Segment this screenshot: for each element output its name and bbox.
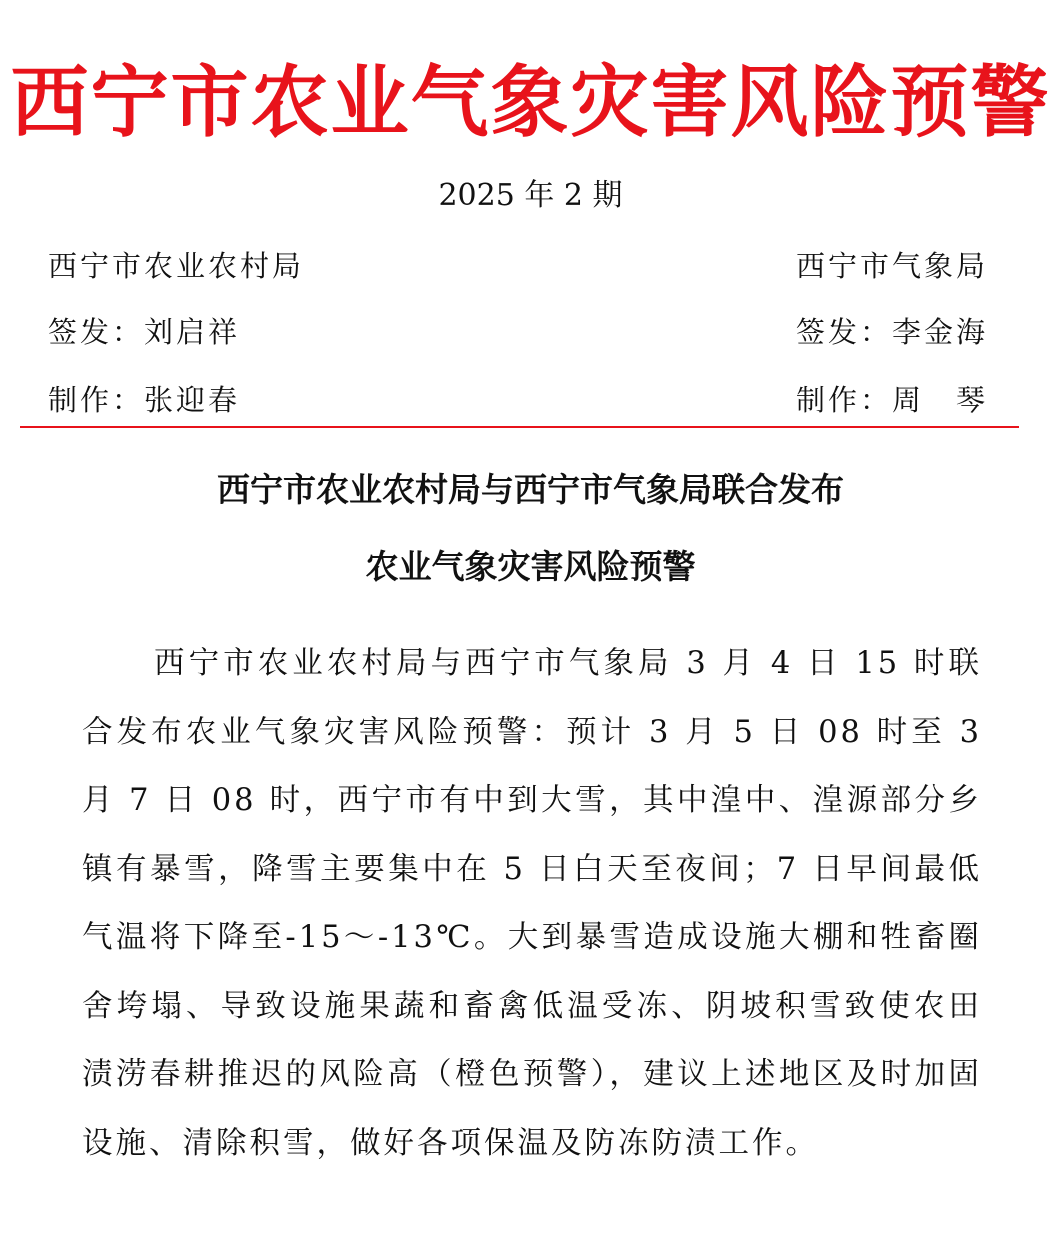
right-organization: 西宁市气象局 — [795, 249, 988, 283]
red-divider — [20, 426, 1019, 428]
maker-row — [48, 380, 988, 420]
signer-row — [48, 312, 988, 352]
right-signer: 签发：李金海 — [795, 315, 988, 349]
right-maker: 制作：周 琴 — [795, 383, 988, 417]
issuer-row — [48, 246, 988, 286]
left-organization: 西宁市农业农村局 — [48, 249, 305, 283]
article-body: 西宁市农业农村局与西宁市气象局 3 月 4 日 15 时联合发布农业气象灾害风险预警：预计 3 月 5 日 08 时至 3 月 7 日 08 时，西宁市有中到大雪，其中湟中、湟源部分乡镇有暴雪，降雪主要集中在 5 日白天至夜间；7 日早间最低气温将下降至-15～-13℃。大到暴雪造成设施大棚和牲畜圈舍垮塌、导致设施果蔬和畜禽低温受冻、阴坡积雪致使农田渍涝春耕推迟的风险高（橙色预警），建议上述地区及时加固设施、清除积雪，做好各项保温及防冻防渍工作。 — [82, 646, 982, 1161]
left-signer: 签发：刘启祥 — [48, 315, 241, 349]
article-title-line-1: 西宁市农业农村局与西宁市气象局联合发布 — [217, 470, 844, 509]
masthead-title: 西宁市农业气象灾害风险预警 — [10, 58, 1051, 148]
article-title-line-2: 农业气象灾害风险预警 — [365, 547, 696, 586]
left-maker: 制作：张迎春 — [48, 383, 241, 417]
issue-number: 2025 年 2 期 — [438, 178, 623, 213]
